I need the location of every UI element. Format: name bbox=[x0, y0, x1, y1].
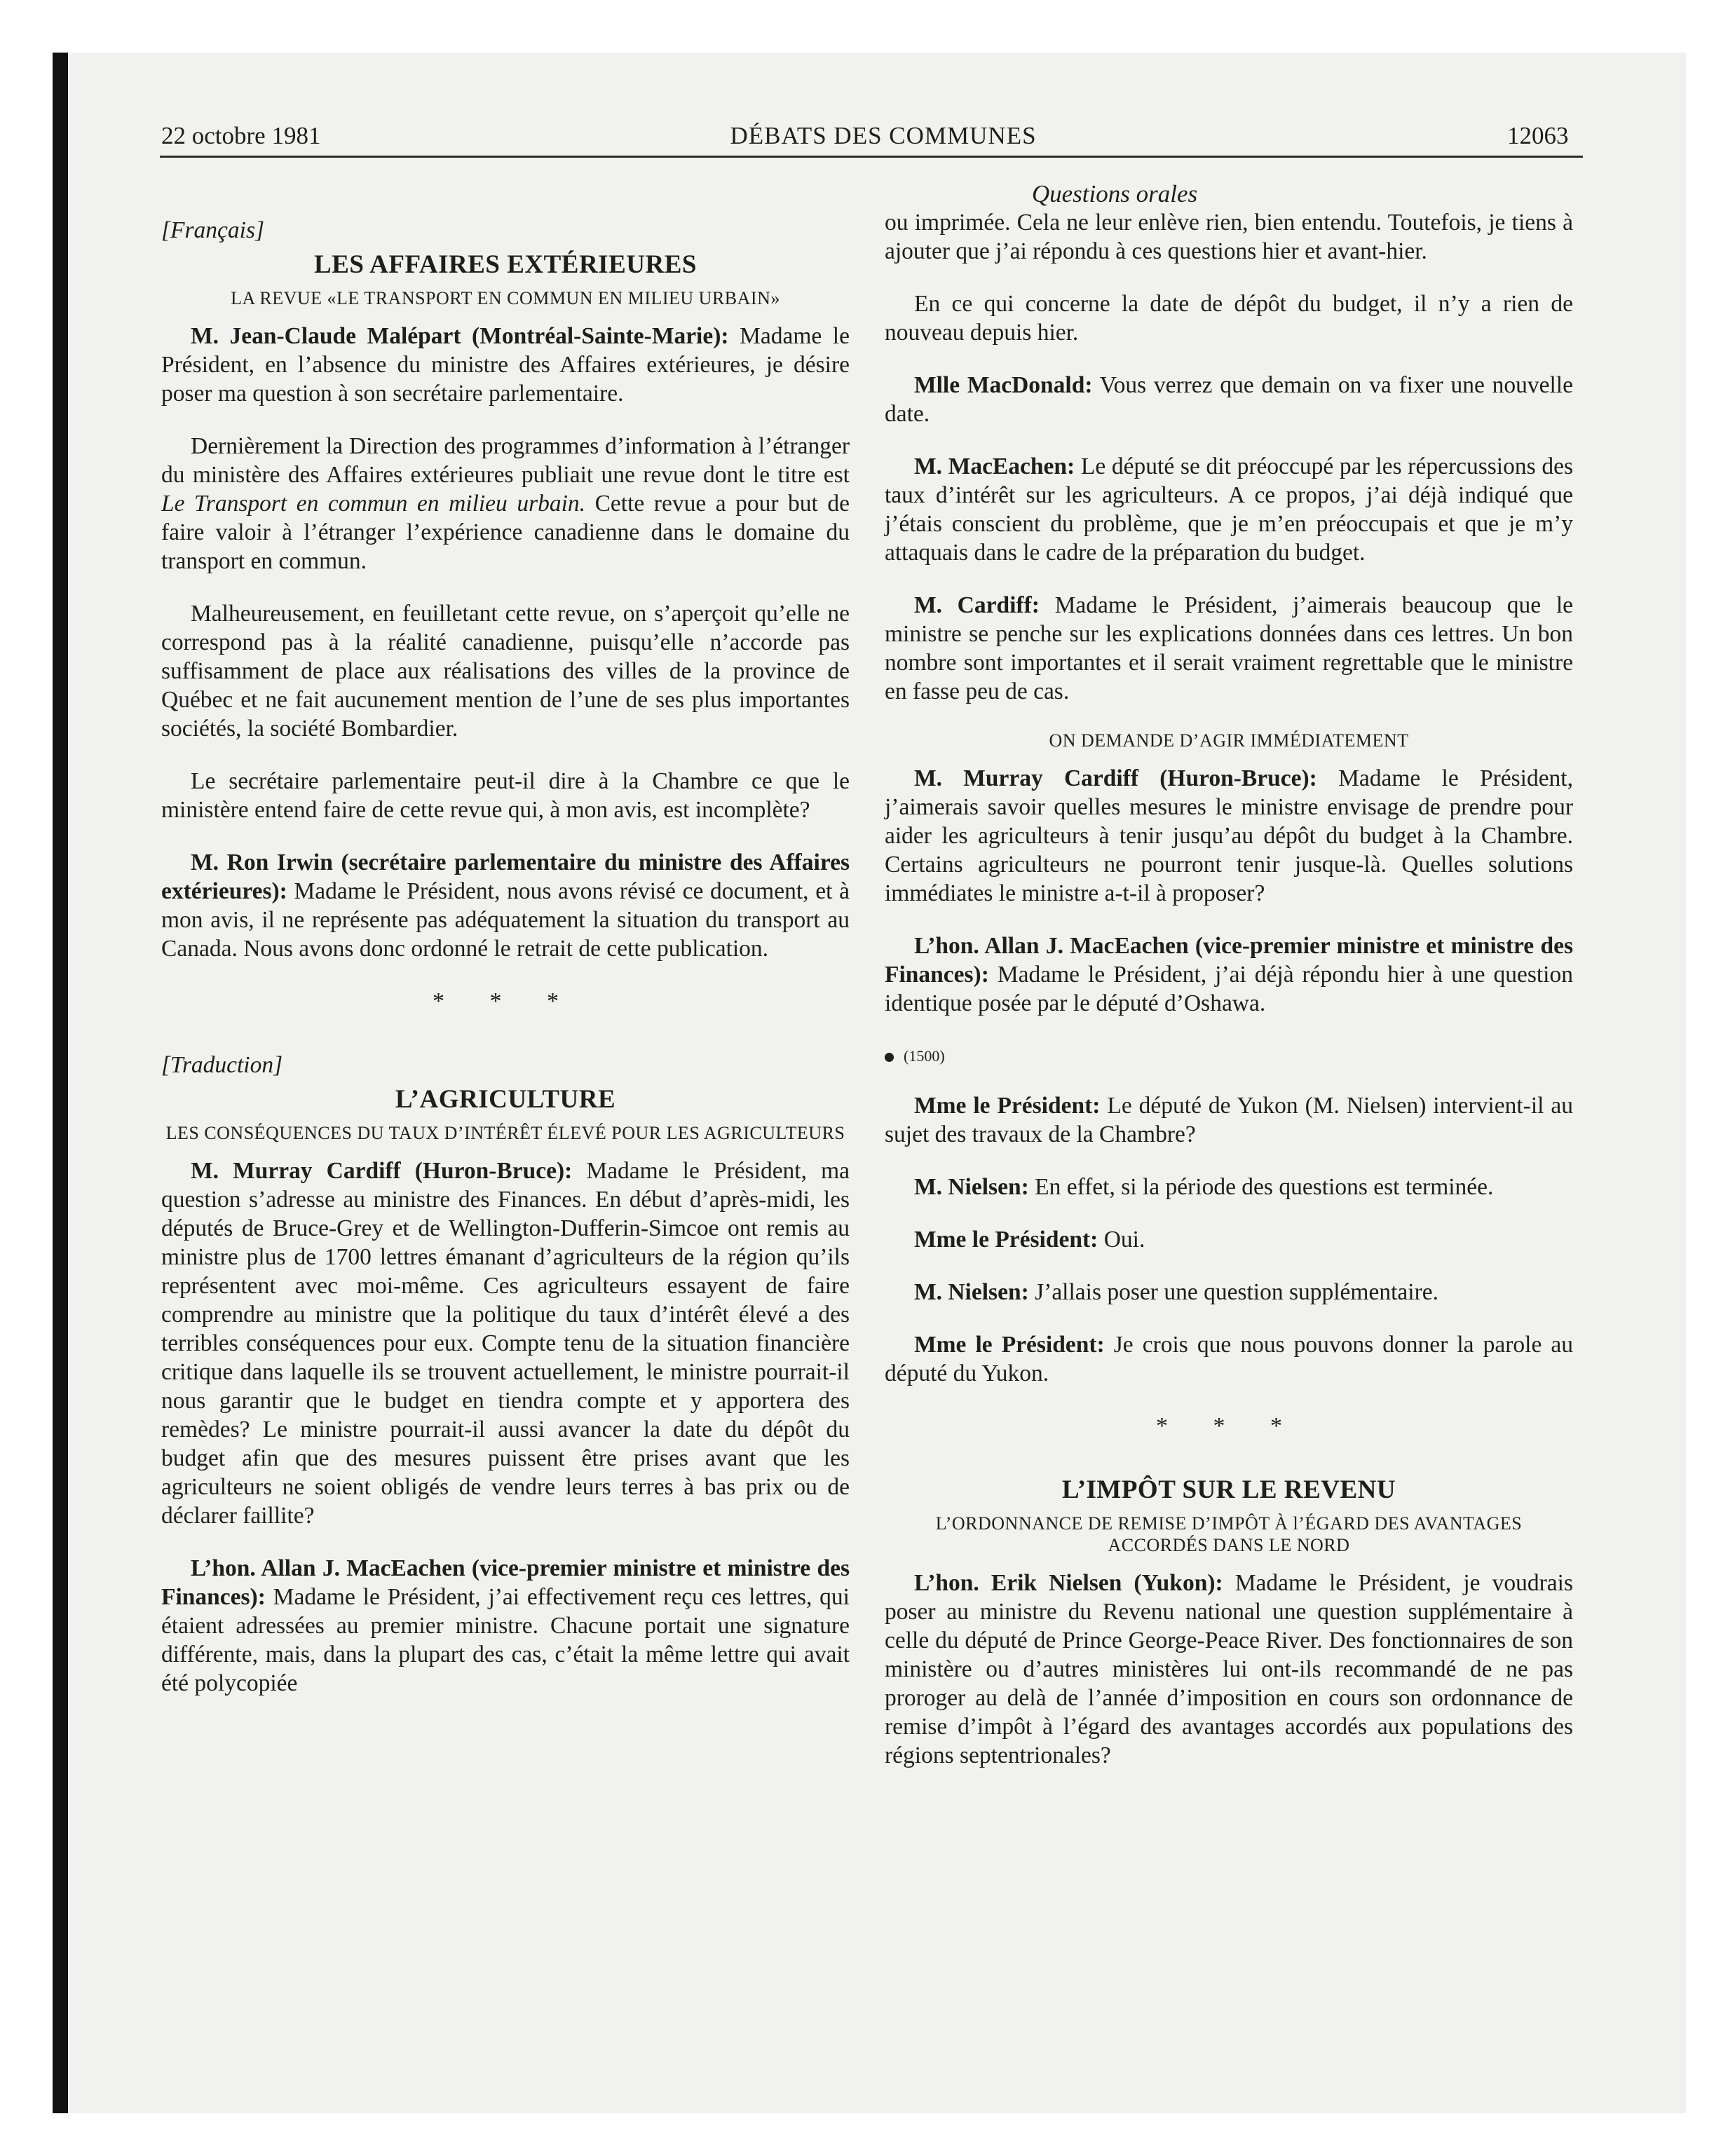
paragraph: En ce qui concerne la date de dépôt du budget, il n’y a rien de nouveau depuis hier. bbox=[885, 291, 1573, 346]
header-date: 22 octobre 1981 bbox=[161, 122, 321, 149]
subsection-heading: ON DEMANDE D’AGIR IMMÉDIATEMENT bbox=[1049, 730, 1409, 751]
speaker-name: L’hon. Erik Nielsen (Yukon): bbox=[914, 1570, 1223, 1596]
speaker-name: Mme le Président: bbox=[914, 1227, 1098, 1253]
paragraph bbox=[161, 1157, 850, 1530]
section-heading: L’AGRICULTURE bbox=[395, 1085, 616, 1114]
paragraph bbox=[161, 322, 850, 408]
paragraph bbox=[885, 1173, 1573, 1201]
language-note: [Français] bbox=[161, 217, 265, 243]
speech-text: Vous verrez que demain on va fixer une nouvelle date. bbox=[885, 372, 1573, 427]
speech-text: Madame le Président, j’aimerais savoir quelles mesures le ministre envisage de prendre pour aider les agriculteurs à tenir jusqu’au dépôt du budget à la Chambre. Certains agriculteurs ne pourront tenir jusque-là. Quelles solutions immédiates le ministre a-t-il à proposer? bbox=[885, 765, 1573, 906]
paragraph: Malheureusement, en feuilletant cette revue, on s’aperçoit qu’elle ne correspond pas à la réalité canadienne, puisqu’elle n’accorde pas suffisamment de place aux réalisations des villes de la province de Québec et ne fait aucunement mention de l’une de ses plus importantes sociétés, la société Bombardier. bbox=[161, 601, 850, 742]
section-separator: * * * bbox=[1156, 1413, 1302, 1439]
paragraph bbox=[885, 591, 1573, 706]
right-column bbox=[885, 208, 1573, 1794]
subsection-heading: L’ORDONNANCE DE REMISE D’IMPÔT À l’ÉGARD DES AVANTAGES ACCORDÉS DANS LE NORD bbox=[935, 1513, 1523, 1555]
speaker-name: M. MacEachen: bbox=[914, 453, 1075, 479]
paragraph bbox=[885, 932, 1573, 1018]
section-heading: L’IMPÔT SUR LE REVENU bbox=[1061, 1475, 1396, 1504]
speech-text: Le député de Yukon (M. Nielsen) intervient-il au sujet des travaux de la Chambre? bbox=[885, 1093, 1573, 1147]
bullet-icon bbox=[885, 1053, 894, 1062]
speaker-name: Mlle MacDonald: bbox=[914, 372, 1093, 398]
speaker-name: Mme le Président: bbox=[914, 1332, 1105, 1358]
time-marker-text: (1500) bbox=[904, 1047, 945, 1065]
speaker-name: M. Jean-Claude Malépart (Montréal-Sainte-Marie): bbox=[191, 323, 729, 349]
publication-title: Le Transport en commun en milieu urbain. bbox=[161, 491, 586, 517]
speech-text: J’allais poser une question supplémentaire. bbox=[1028, 1279, 1438, 1305]
subsection-heading: LES CONSÉQUENCES DU TAUX D’INTÉRÊT ÉLEVÉ POUR LES AGRICULTEURS bbox=[165, 1123, 845, 1143]
speaker-name: M. Murray Cardiff (Huron-Bruce): bbox=[914, 765, 1317, 791]
speech-text: Le député se dit préoccupé par les répercussions des taux d’intérêt sur les agriculteurs. A ce propos, j’ai déjà indiqué que j’étais conscient du problème, que je m’en préoccupais et que je m’y attaquais dans le cadre de la préparation du budget. bbox=[885, 453, 1573, 566]
subsection-heading: LA REVUE «LE TRANSPORT EN COMMUN EN MILIEU URBAIN» bbox=[231, 288, 780, 308]
speaker-name: M. Nielsen: bbox=[914, 1174, 1029, 1200]
left-column bbox=[161, 181, 850, 1721]
paragraph bbox=[161, 848, 850, 963]
header-rule bbox=[160, 156, 1583, 158]
speaker-name: M. Murray Cardiff (Huron-Bruce): bbox=[191, 1158, 573, 1184]
paragraph bbox=[885, 452, 1573, 567]
speech-text: Dernièrement la Direction des programmes d’information à l’étranger du ministère des Affaires extérieures publiait une revue dont le titre est bbox=[161, 433, 850, 488]
paragraph bbox=[885, 764, 1573, 908]
language-note: [Traduction] bbox=[161, 1052, 283, 1078]
paragraph bbox=[885, 1278, 1573, 1306]
header-title: DÉBATS DES COMMUNES bbox=[730, 122, 1037, 149]
speech-text: En effet, si la période des questions est terminée. bbox=[1028, 1174, 1494, 1200]
section-heading: LES AFFAIRES EXTÉRIEURES bbox=[314, 250, 697, 279]
time-marker bbox=[885, 1042, 1573, 1070]
speech-text: Madame le Président, j’aimerais beaucoup que le ministre se penche sur les explications données dans ces lettres. Un bon nombre sont importantes et il serait vraiment regrettable que le ministre en fasse peu de cas. bbox=[885, 592, 1573, 704]
paragraph: ou imprimée. Cela ne leur enlève rien, bien entendu. Toutefois, je tiens à ajouter que j’ai répondu à ces questions hier et avant-hier. bbox=[885, 210, 1573, 264]
speech-text: Madame le Président, nous avons révisé ce document, et à mon avis, il ne représente pas adéquatement la situation du transport au Canada. Nous avons donc ordonné le retrait de cette publication. bbox=[161, 878, 850, 962]
paragraph bbox=[885, 1330, 1573, 1388]
speech-text: Madame le Président, j’ai déjà répondu hier à une question identique posée par le député d’Oshawa. bbox=[885, 962, 1573, 1016]
speech-text: Madame le Président, ma question s’adresse au ministre des Finances. En début d’après-midi, les députés de Bruce-Grey et de Wellington-Dufferin-Simcoe ont remis au ministre plus de 1700 lettres émanant d’agriculteurs de la région qu’ils représentent avec moi-même. Ces agriculteurs essayent de faire comprendre au ministre que la politique du taux d’intérêt élevé a des terribles conséquences pour eux. Compte tenu de la situation financière critique dans laquelle ils se trouvent actuellement, le ministre pourrait-il nous garantir que le budget en tiendra compte et y apportera des remèdes? Le ministre pourrait-il aussi avancer la date du dépôt du budget afin que des mesures puissent être prises avant que les agriculteurs ne soient obligés de vendre leurs terres à bas prix ou de déclarer faillite? bbox=[161, 1158, 850, 1529]
paragraph bbox=[161, 1554, 850, 1698]
paragraph bbox=[885, 1225, 1573, 1254]
paragraph bbox=[885, 371, 1573, 428]
section-label: Questions orales bbox=[1031, 180, 1198, 207]
speaker-name: M. Cardiff: bbox=[914, 592, 1040, 618]
binding-edge bbox=[53, 53, 68, 2113]
speech-text: Cette revue a pour but de faire valoir à l’étranger l’expérience canadienne dans le domaine du transport en commun. bbox=[161, 491, 850, 574]
speaker-name: L’hon. Allan J. MacEachen (vice-premier ministre et ministre des Finances): bbox=[885, 933, 1573, 988]
paragraph bbox=[885, 1569, 1573, 1770]
speaker-name: L’hon. Allan J. MacEachen (vice-premier ministre et ministre des Finances): bbox=[161, 1555, 850, 1610]
section-separator: * * * bbox=[433, 988, 578, 1014]
paragraph: Le secrétaire parlementaire peut-il dire à la Chambre ce que le ministère entend faire de cette revue qui, à mon avis, est incomplète? bbox=[161, 768, 850, 823]
speech-text: Madame le Président, j’ai effectivement reçu ces lettres, qui étaient adressées au premier ministre. Chacune portait une signature différente, mais, dans la plupart des cas, c’était la même lettre qui avait été polycopiée bbox=[161, 1584, 850, 1696]
speech-text: Je crois que nous pouvons donner la parole au député du Yukon. bbox=[885, 1332, 1573, 1386]
speech-text: Oui. bbox=[1098, 1227, 1145, 1253]
paragraph bbox=[885, 1091, 1573, 1149]
speaker-name: M. Ron Irwin (secrétaire parlementaire du ministre des Affaires extérieures): bbox=[161, 850, 850, 904]
speaker-name: Mme le Président: bbox=[914, 1093, 1101, 1119]
paragraph bbox=[161, 432, 850, 575]
speech-text: Madame le Président, en l’absence du ministre des Affaires extérieures, je désire poser ma question à son secrétaire parlementaire. bbox=[161, 323, 850, 407]
speech-text: Madame le Président, je voudrais poser au ministre du Revenu national une question supplémentaire à celle du député de Prince George-Peace River. Des fonctionnaires de son ministère ou d’autres ministères lui ont-ils recommandé de ne pas proroger au delà de l’année d’imposition en cours son ordonnance de remise d’impôt à l’égard des avantages accordés aux populations des régions septentrionales? bbox=[885, 1570, 1573, 1768]
page-number: 12063 bbox=[1507, 122, 1569, 149]
speaker-name: M. Nielsen: bbox=[914, 1279, 1029, 1305]
